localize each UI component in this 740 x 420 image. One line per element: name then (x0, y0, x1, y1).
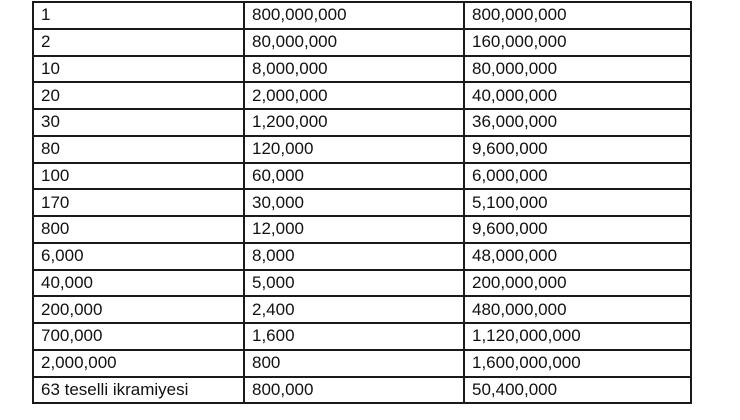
prize-table (32, 1, 692, 404)
table-cell-total: 800,000,000 (464, 2, 691, 29)
table-row (33, 189, 691, 216)
table-cell-total: 200,000,000 (464, 270, 691, 297)
table-cell-total: 1,600,000,000 (464, 350, 691, 377)
table-cell-count: 30 (33, 109, 244, 136)
table-cell-prize: 1,200,000 (244, 109, 464, 136)
table-cell-prize: 800,000 (244, 377, 464, 404)
table-row (33, 377, 691, 404)
table-cell-prize: 5,000 (244, 270, 464, 297)
table-cell-prize: 800,000,000 (244, 2, 464, 29)
table-row (33, 216, 691, 243)
table-cell-total: 50,400,000 (464, 377, 691, 404)
table-row (33, 29, 691, 56)
table-cell-count: 10 (33, 56, 244, 83)
table-row (33, 163, 691, 190)
table-cell-count: 80 (33, 136, 244, 163)
table-cell-count: 2,000,000 (33, 350, 244, 377)
table-cell-count: 20 (33, 82, 244, 109)
table-cell-total: 480,000,000 (464, 296, 691, 323)
table-cell-prize: 80,000,000 (244, 29, 464, 56)
table-cell-prize: 30,000 (244, 189, 464, 216)
table-cell-count: 200,000 (33, 296, 244, 323)
table-row (33, 270, 691, 297)
table-cell-total: 80,000,000 (464, 56, 691, 83)
table-row (33, 136, 691, 163)
prize-table-body (33, 2, 691, 403)
table-cell-count: 2 (33, 29, 244, 56)
table-cell-count: 6,000 (33, 243, 244, 270)
table-cell-prize: 2,400 (244, 296, 464, 323)
table-cell-prize: 120,000 (244, 136, 464, 163)
table-cell-total: 6,000,000 (464, 163, 691, 190)
table-cell-count: 700,000 (33, 323, 244, 350)
table-cell-count: 63 teselli ikramiyesi (33, 377, 244, 404)
table-cell-count: 1 (33, 2, 244, 29)
table-cell-total: 160,000,000 (464, 29, 691, 56)
table-row (33, 296, 691, 323)
table-cell-count: 40,000 (33, 270, 244, 297)
table-row (33, 109, 691, 136)
table-cell-total: 9,600,000 (464, 216, 691, 243)
table-row (33, 243, 691, 270)
table-cell-total: 1,120,000,000 (464, 323, 691, 350)
table-cell-prize: 8,000 (244, 243, 464, 270)
table-row (33, 82, 691, 109)
table-cell-prize: 2,000,000 (244, 82, 464, 109)
table-cell-count: 800 (33, 216, 244, 243)
table-row (33, 2, 691, 29)
table-cell-prize: 60,000 (244, 163, 464, 190)
table-cell-prize: 800 (244, 350, 464, 377)
table-row (33, 350, 691, 377)
table-cell-total: 5,100,000 (464, 189, 691, 216)
table-cell-count: 100 (33, 163, 244, 190)
table-row (33, 56, 691, 83)
table-cell-total: 9,600,000 (464, 136, 691, 163)
table-cell-total: 36,000,000 (464, 109, 691, 136)
table-cell-count: 170 (33, 189, 244, 216)
table-cell-total: 48,000,000 (464, 243, 691, 270)
table-cell-prize: 12,000 (244, 216, 464, 243)
table-cell-total: 40,000,000 (464, 82, 691, 109)
table-cell-prize: 8,000,000 (244, 56, 464, 83)
table-row (33, 323, 691, 350)
table-cell-prize: 1,600 (244, 323, 464, 350)
